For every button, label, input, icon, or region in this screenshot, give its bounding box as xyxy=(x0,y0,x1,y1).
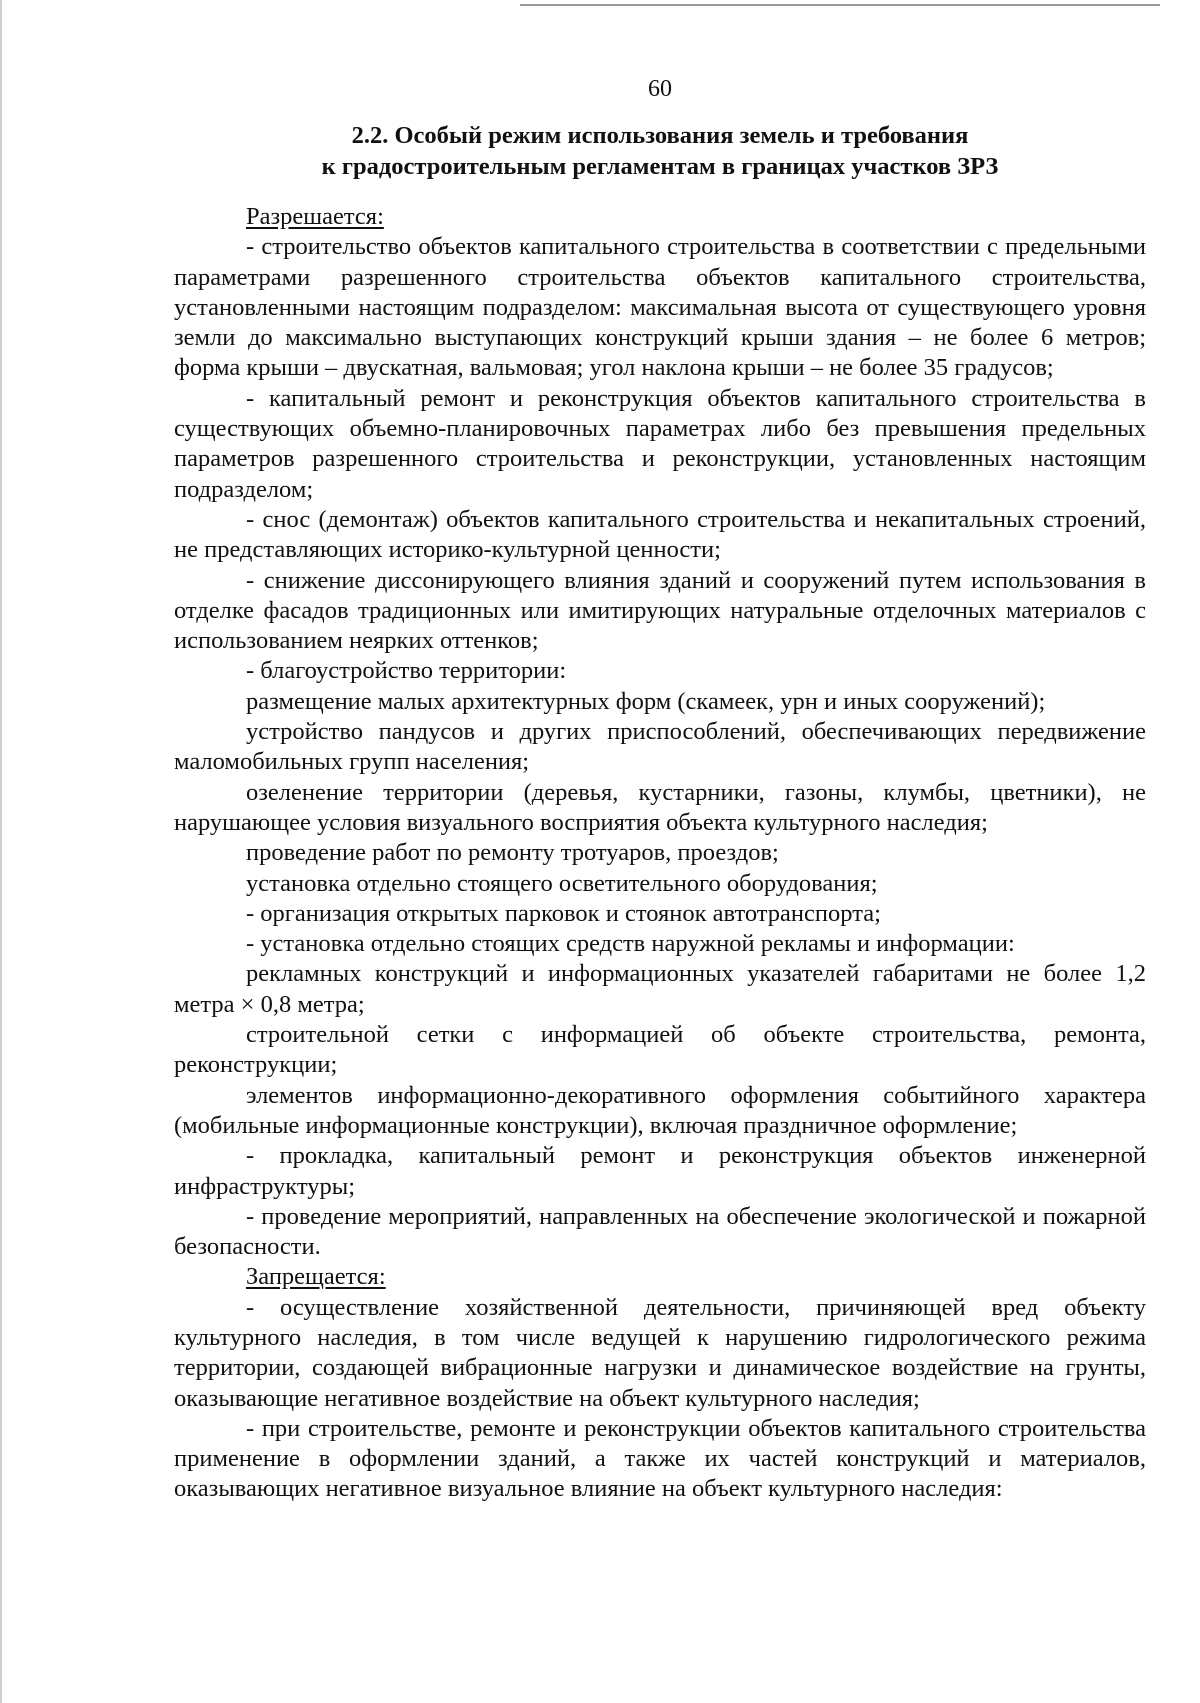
permitted-item: - установка отдельно стоящих средств наружной рекламы и информации: xyxy=(246,930,1015,958)
permitted-item: - снижение диссонирующего влияния зданий и сооружений путем использования в отделке фасадов традиционных или имитирующих натуральные отделочных материалов с использованием неярких оттенков; xyxy=(174,566,1146,655)
permitted-item: элементов информационно-декоративного оформления событийного характера (мобильные информационные конструкции), включая праздничное оформление; xyxy=(174,1081,1146,1139)
document-body xyxy=(174,202,1146,1505)
permitted-item: - прокладка, капитальный ремонт и реконструкция объектов инженерной инфраструктуры; xyxy=(174,1142,1146,1200)
prohibited-item: - при строительстве, ремонте и реконструкции объектов капитального строительства применение в оформлении зданий, а также их частей конструкций и материалов, оказывающих негативное визуальное влияние на объект культурного наследия: xyxy=(174,1414,1146,1503)
section-heading-line-1: 2.2. Особый режим использования земель и требования xyxy=(351,122,969,149)
permitted-item: озеленение территории (деревья, кустарники, газоны, клумбы, цветники), не нарушающее условия визуального восприятия объекта культурного наследия; xyxy=(174,778,1146,836)
scan-edge-line xyxy=(520,4,1160,6)
prohibited-item: - осуществление хозяйственной деятельности, причиняющей вред объекту культурного наследия, в том числе ведущей к нарушению гидрологического режима территории, создающей вибрационные нагрузки и динамическое воздействие на грунты, оказывающие негативное воздействие на объект культурного наследия; xyxy=(174,1293,1146,1412)
permitted-item: проведение работ по ремонту тротуаров, проездов; xyxy=(246,839,779,867)
permitted-item: - снос (демонтаж) объектов капитального строительства и некапитальных строений, не представляющих историко-культурной ценности; xyxy=(174,505,1146,564)
section-heading xyxy=(174,120,1146,182)
permitted-item: - проведение мероприятий, направленных на обеспечение экологической и пожарной безопасности. xyxy=(174,1202,1146,1261)
permitted-item: - благоустройство территории: xyxy=(246,657,567,685)
prohibited-label: Запрещается: xyxy=(246,1263,386,1291)
section-heading-line-2: к градостроительным регламентам в границах участков ЗРЗ xyxy=(321,153,999,180)
permitted-item: устройство пандусов и других приспособлений, обеспечивающих передвижение маломобильных групп населения; xyxy=(174,718,1146,776)
permitted-item: - капитальный ремонт и реконструкция объектов капитального строительства в существующих объемно-планировочных параметрах либо без превышения предельных параметров разрешенного строительства и реконструкции, установленных настоящим подразделом; xyxy=(174,384,1146,503)
permitted-item: установка отдельно стоящего осветительного оборудования; xyxy=(246,869,878,897)
permitted-label: Разрешается: xyxy=(246,203,384,230)
page-number: 60 xyxy=(648,76,672,102)
permitted-item: строительной сетки с информацией об объекте строительства, ремонта, реконструкции; xyxy=(174,1021,1146,1079)
permitted-item: - организация открытых парковок и стоянок автотранспорта; xyxy=(246,899,881,927)
permitted-item: размещение малых архитектурных форм (скамеек, урн и иных сооружений); xyxy=(246,687,1046,715)
permitted-item: - строительство объектов капитального строительства в соответствии с предельными параметрами разрешенного строительства объектов капитального строительства, установленными настоящим подразделом: максимальная высота от существующего уровня земли до максимально выступающих конструкций крыши здания – не более 6 метров; форма крыши – двускатная, вальмовая; угол наклона крыши – не более 35 градусов; xyxy=(174,233,1146,382)
permitted-item: рекламных конструкций и информационных указателей габаритами не более 1,2 метра × 0,8 метра; xyxy=(174,960,1146,1018)
scan-left-edge xyxy=(0,0,2,1703)
